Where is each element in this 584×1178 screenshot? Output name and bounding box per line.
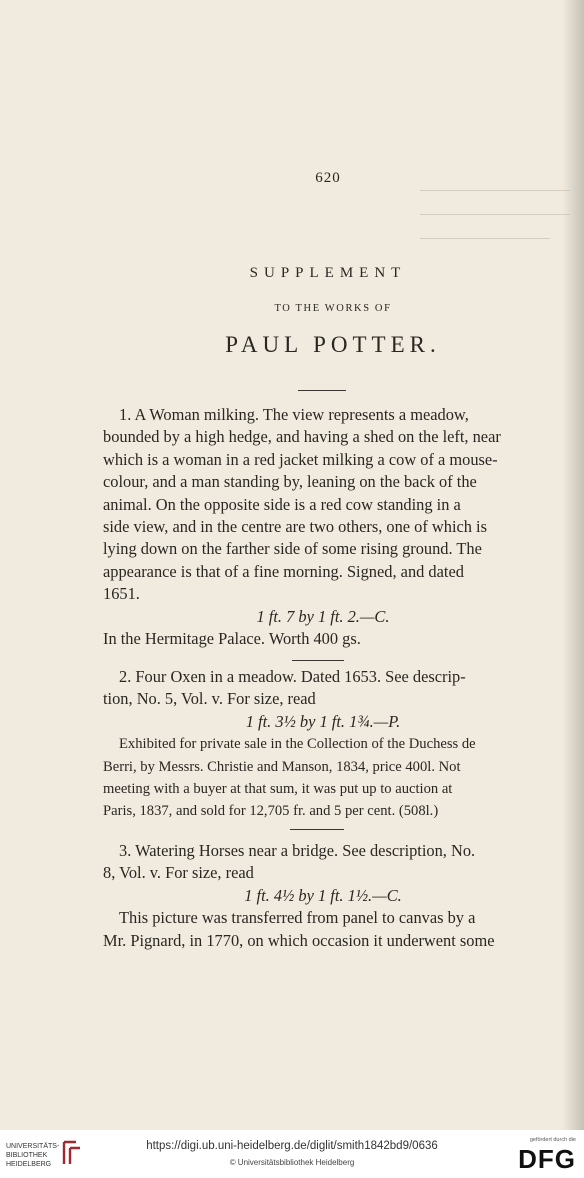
- show-through-line: [420, 238, 550, 239]
- entry-2-note: Paris, 1837, and sold for 12,705 fr. and 5 per cent. (508l.): [103, 803, 439, 820]
- entry-1-line: which is a woman in a red jacket milking a cow of a mouse-: [103, 449, 498, 469]
- show-through-line: [420, 214, 570, 215]
- digitization-footer: [0, 1130, 584, 1178]
- entry-1-line: animal. On the opposite side is a red cow standing in a: [103, 494, 461, 514]
- entry-3-line: 3. Watering Horses near a bridge. See description, No.: [119, 841, 476, 860]
- library-name-line: BIBLIOTHEK: [6, 1152, 48, 1159]
- entry-separator: [290, 829, 344, 830]
- entry-separator: [292, 660, 344, 661]
- entry-2-size: 1 ft. 3½ by 1 ft. 1¾.—P.: [245, 711, 401, 731]
- entry-1-line: colour, and a man standing by, leaning on the back of the: [103, 472, 477, 492]
- entry-1-worth: Worth 400 gs.: [268, 629, 361, 649]
- copyright-notice: © Universitätsbibliothek Heidelberg: [229, 1158, 355, 1167]
- entry-2-note: Berri, by Messrs. Christie and Manson, 1834, price 400l. Not: [103, 758, 461, 775]
- entry-1-line: lying down on the farther side of some rising ground. The: [103, 539, 482, 559]
- dfg-logo: DFG: [518, 1144, 576, 1174]
- entry-2: [103, 666, 543, 823]
- entry-1-location: In the Hermitage Palace.: [103, 629, 266, 649]
- entry-1-line: appearance is that of a fine morning. Signed, and dated: [103, 561, 464, 581]
- entry-1-line: side view, and in the centre are two others, one of which is: [103, 517, 487, 537]
- permalink-link[interactable]: https://digi.ub.uni-heidelberg.de/diglit/smith1842bd9/0636: [146, 1140, 438, 1152]
- entry-3-line: 8, Vol. v. For size, read: [103, 863, 254, 883]
- show-through-line: [420, 190, 570, 191]
- entry-1-line: 1. A Woman milking. The view represents a meadow,: [119, 405, 469, 424]
- funding-note: gefördert durch die: [529, 1137, 576, 1143]
- entry-1-provenance: [103, 628, 543, 650]
- page-number: 620: [315, 170, 341, 186]
- entry-2-note: Exhibited for private sale in the Collection of the Duchess de: [119, 736, 476, 753]
- library-name-line: HEIDELBERG: [6, 1161, 52, 1168]
- library-name-line: UNIVERSITÄTS-: [6, 1143, 60, 1150]
- heading-rule: [298, 390, 346, 391]
- entry-3-note: Mr. Pignard, in 1770, on which occasion it underwent some: [103, 930, 495, 950]
- entry-3-size: 1 ft. 4½ by 1 ft. 1½.—C.: [244, 885, 402, 905]
- entry-3-note: This picture was transferred from panel to canvas by a: [119, 908, 476, 928]
- entry-1-line: 1651.: [103, 584, 140, 604]
- entry-3: [103, 840, 543, 952]
- entry-2-line: 2. Four Oxen in a meadow. Dated 1653. See descrip-: [119, 667, 466, 686]
- entry-1-line: bounded by a high hedge, and having a shed on the left, near: [103, 427, 501, 447]
- section-title: SUPPLEMENT: [249, 265, 407, 281]
- entry-1-size: 1 ft. 7 by 1 ft. 2.—C.: [256, 606, 390, 626]
- entry-2-line: tion, No. 5, Vol. v. For size, read: [103, 689, 316, 709]
- section-subtitle: TO THE WORKS OF: [274, 303, 392, 314]
- entry-1: [103, 404, 543, 650]
- entry-2-note: meeting with a buyer at that sum, it was put up to auction at: [103, 781, 453, 798]
- artist-heading: PAUL POTTER.: [225, 332, 441, 357]
